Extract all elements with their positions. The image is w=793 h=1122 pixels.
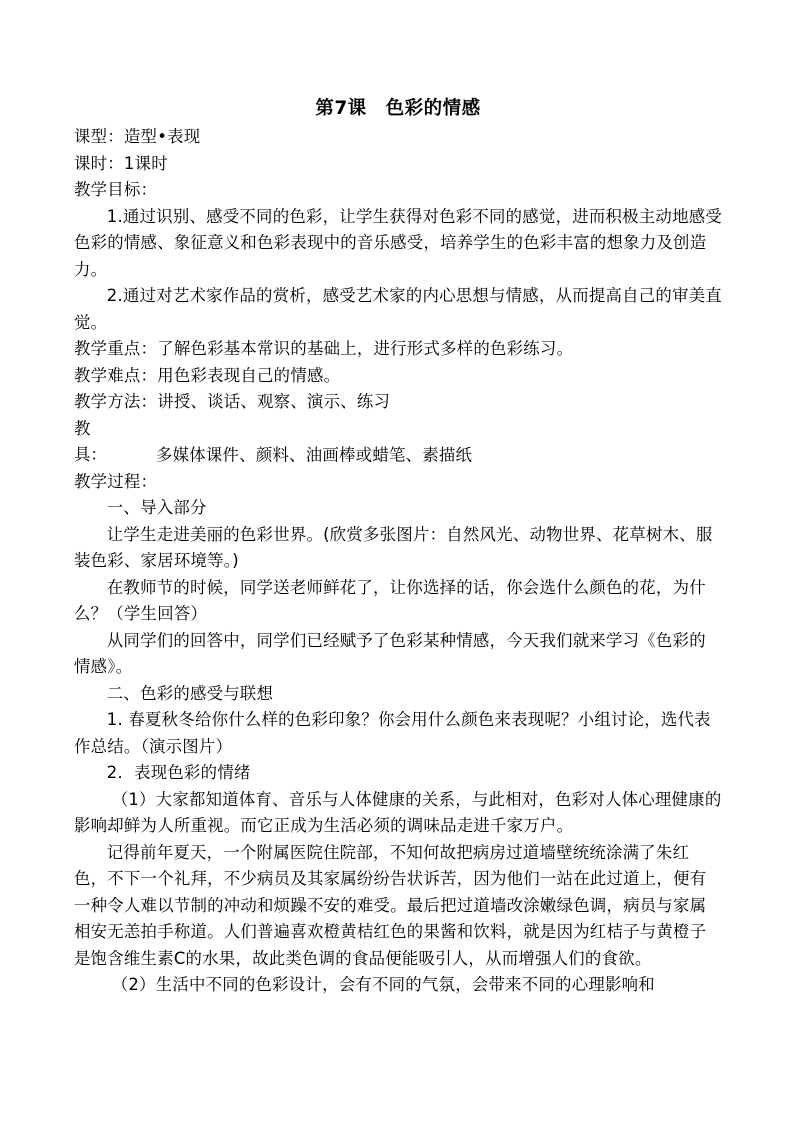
part2-paragraph-5: （2）生活中不同的色彩设计，会有不同的气氛，会带来不同的心理影响和 <box>111 975 655 994</box>
tools-label-b: 具： <box>74 445 107 464</box>
intro-paragraph-3: 从同学们的回答中，同学们已经赋予了色彩某种情感，今天我们就来学习《色彩的情感》。 <box>74 630 706 676</box>
lesson-hours: 课时：1课时 <box>74 153 168 173</box>
intro-paragraph-1: 让学生走进美丽的色彩世界。(欣赏多张图片：自然风光、动物世界、花草树木、服装色彩、家居环境等。) <box>74 524 713 570</box>
part2-paragraph-4: 记得前年夏天，一个附属医院住院部，不知何故把病房过道墙壁统统涂满了朱红色，不下一个礼拜，不少病员及其家属纷纷告状诉苦，因为他们一站在此过道上，便有一种令人难以节制的冲动和烦躁不安的难受。最后把过道墙改涂嫩绿色调，病员与家属相安无恙拍手称道。人们普遍喜欢橙黄桔红色的果酱和饮料，就是因为红桔子与黄橙子是饱含维生素C的水果，故此类色调的食品便能吸引人，从而增强人们的食欲。 <box>74 842 707 968</box>
intro-paragraph-2: 在教师节的时候，同学送老师鲜花了，让你选择的话，你会选什么颜色的花，为什么？（学生回答） <box>74 577 706 623</box>
part2-paragraph-1: 1. 春夏秋冬给你什么样的色彩印象？你会用什么颜色来表现呢？小组讨论，选代表作总结。（演示图片） <box>74 710 711 756</box>
goal-1: 1.通过识别、感受不同的色彩，让学生获得对色彩不同的感觉，进而积极主动地感受色彩的情感、象征意义和色彩表现中的音乐感受，培养学生的色彩丰富的想象力及创造力。 <box>74 206 722 279</box>
intro-heading: 一、导入部分 <box>106 498 207 517</box>
key-points: 教学重点：了解色彩基本常识的基础上，进行形式多样的色彩练习。 <box>74 339 574 358</box>
tools-value: 多媒体课件、颜料、油画棒或蜡笔、素描纸 <box>156 445 473 464</box>
methods: 教学方法：讲授、谈话、观察、演示、练习 <box>74 392 391 411</box>
part2-heading: 二、色彩的感受与联想 <box>106 683 274 703</box>
goals-label: 教学目标： <box>74 180 158 199</box>
part2-paragraph-2: 2．表现色彩的情绪 <box>106 763 251 782</box>
part2-paragraph-3: （1）大家都知道体育、音乐与人体健康的关系，与此相对，色彩对人体心理健康的影响却鲜为人所重视。而它正成为生活必须的调味品走进千家万户。 <box>74 789 722 835</box>
page-title: 第7课 色彩的情感 <box>315 98 481 119</box>
goal-2: 2.通过对艺术家作品的赏析，感受艺术家的内心思想与情感，从而提高自己的审美直觉。 <box>74 286 722 332</box>
document-page <box>74 96 722 999</box>
tools <box>74 416 722 469</box>
tools-label-a: 教 <box>74 418 91 438</box>
difficulties: 教学难点：用色彩表现自己的情感。 <box>74 365 341 385</box>
lesson-type: 课型：造型•表现 <box>74 127 201 146</box>
process-label: 教学过程： <box>74 471 158 491</box>
